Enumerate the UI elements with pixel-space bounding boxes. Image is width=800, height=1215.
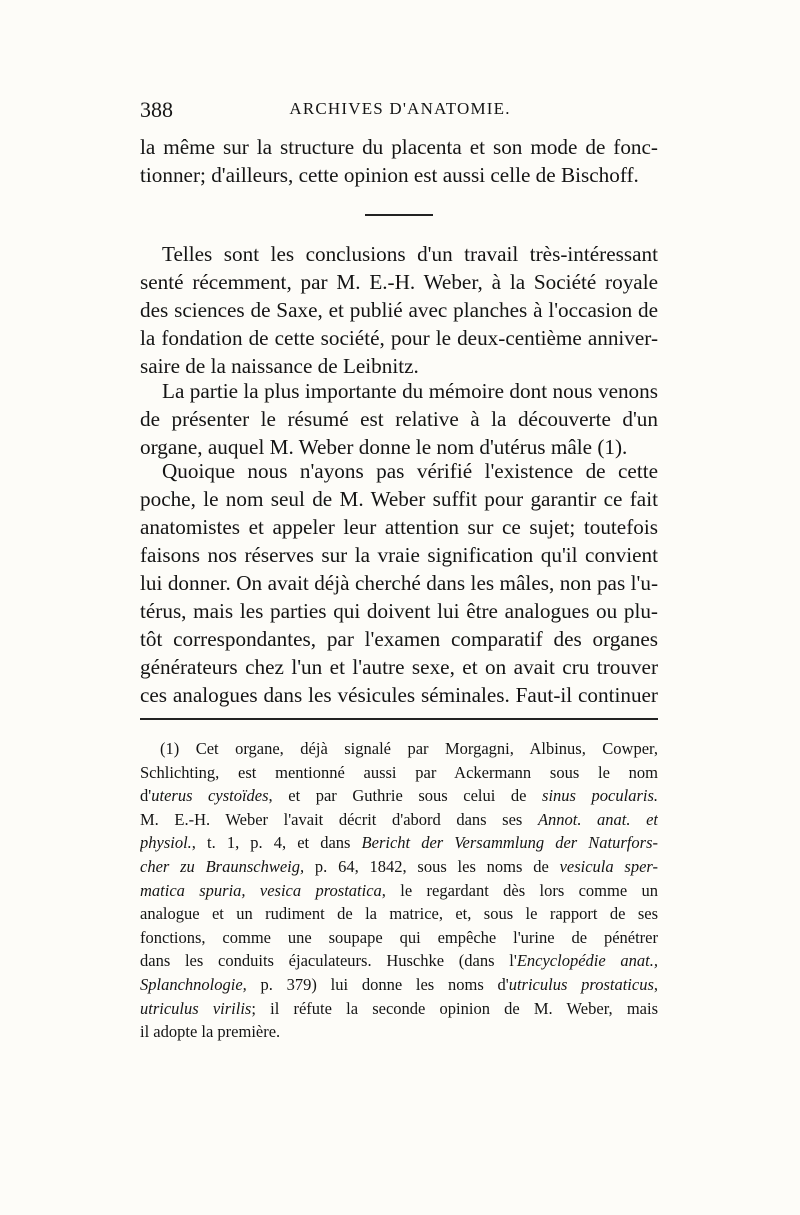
- footnote-line: physiol., t. 1, p. 4, et dans Bericht der Versammlung der Naturfors-: [140, 833, 658, 853]
- text-line: faisons nos réserves sur la vraie signification qu'il convient: [140, 543, 658, 567]
- footnote-line: Schlichting, est mentionné aussi par Ackermann sous le nom: [140, 762, 658, 782]
- footnote-line: fonctions, comme une soupape qui empêche l'urine de pénétrer: [140, 927, 658, 947]
- footnote-line: il adopte la première.: [140, 1022, 281, 1042]
- running-title: ARCHIVES D'ANATOMIE.: [289, 99, 511, 118]
- text-line: tionner; d'ailleurs, cette opinion est aussi celle de Bischoff.: [140, 163, 639, 187]
- footnote-line: d'uterus cystoïdes, et par Guthrie sous celui de sinus pocularis.: [140, 786, 658, 806]
- footnote-line: analogue et un rudiment de la matrice, et, sous le rapport de ses: [140, 904, 658, 924]
- text-line: térus, mais les parties qui doivent lui être analogues ou plu-: [140, 599, 658, 623]
- text-line: lui donner. On avait déjà cherché dans les mâles, non pas l'u-: [140, 571, 658, 595]
- footnote-line: utriculus virilis; il réfute la seconde opinion de M. Weber, mais: [140, 998, 658, 1018]
- text-line: la fondation de cette société, pour le deux-centième anniver-: [140, 326, 658, 350]
- footnote-line: matica spuria, vesica prostatica, le regardant dès lors comme un: [140, 880, 658, 900]
- page-number: 388: [140, 97, 173, 122]
- text-line: senté récemment, par M. E.-H. Weber, à la Société royale: [140, 270, 658, 294]
- text-line: de présenter le résumé est relative à la découverte d'un: [140, 407, 658, 431]
- text-line: Telles sont les conclusions d'un travail très-intéressant: [162, 242, 658, 266]
- text-line: générateurs chez l'un et l'autre sexe, et on avait cru trouver: [140, 655, 658, 679]
- footnote-line: Splanchnologie, p. 379) lui donne les noms d'utriculus prostaticus,: [140, 974, 658, 994]
- footnote-rule: [140, 718, 658, 720]
- text-line: des sciences de Saxe, et publié avec planches à l'occasion de: [140, 298, 658, 322]
- continuation-paragraph: [140, 133, 658, 189]
- text-line: la même sur la structure du placenta et son mode de fonc-: [140, 135, 658, 159]
- footnote-line: M. E.-H. Weber l'avait décrit d'abord dans ses Annot. anat. et: [140, 809, 658, 829]
- footnote-line: cher zu Braunschweig, p. 64, 1842, sous les noms de vesicula sper-: [140, 856, 658, 876]
- paragraph-conclusions: [140, 240, 658, 380]
- text-line: tôt correspondantes, par l'examen comparatif des organes: [140, 627, 658, 651]
- text-line: poche, le nom seul de M. Weber suffit pour garantir ce fait: [140, 487, 658, 511]
- footnote-line: (1) Cet organe, déjà signalé par Morgagni, Albinus, Cowper,: [160, 739, 658, 758]
- paragraph-memoire: [140, 377, 658, 461]
- section-divider: [365, 214, 433, 216]
- text-line: ces analogues dans les vésicules séminales. Faut-il continuer: [140, 683, 658, 707]
- text-line: La partie la plus importante du mémoire dont nous venons: [162, 379, 658, 403]
- paragraph-quoique: [140, 457, 658, 709]
- text-line: saire de la naissance de Leibnitz.: [140, 354, 419, 378]
- text-line: anatomistes et appeler leur attention sur ce sujet; toutefois: [140, 515, 658, 539]
- text-line: organe, auquel M. Weber donne le nom d'utérus mâle (1).: [140, 435, 628, 459]
- running-head: [140, 97, 660, 123]
- text-line: Quoique nous n'ayons pas vérifié l'existence de cette: [162, 459, 658, 483]
- footnote-line: dans les conduits éjaculateurs. Huschke (dans l'Encyclopédie anat.,: [140, 951, 658, 971]
- footnote: [140, 737, 658, 1044]
